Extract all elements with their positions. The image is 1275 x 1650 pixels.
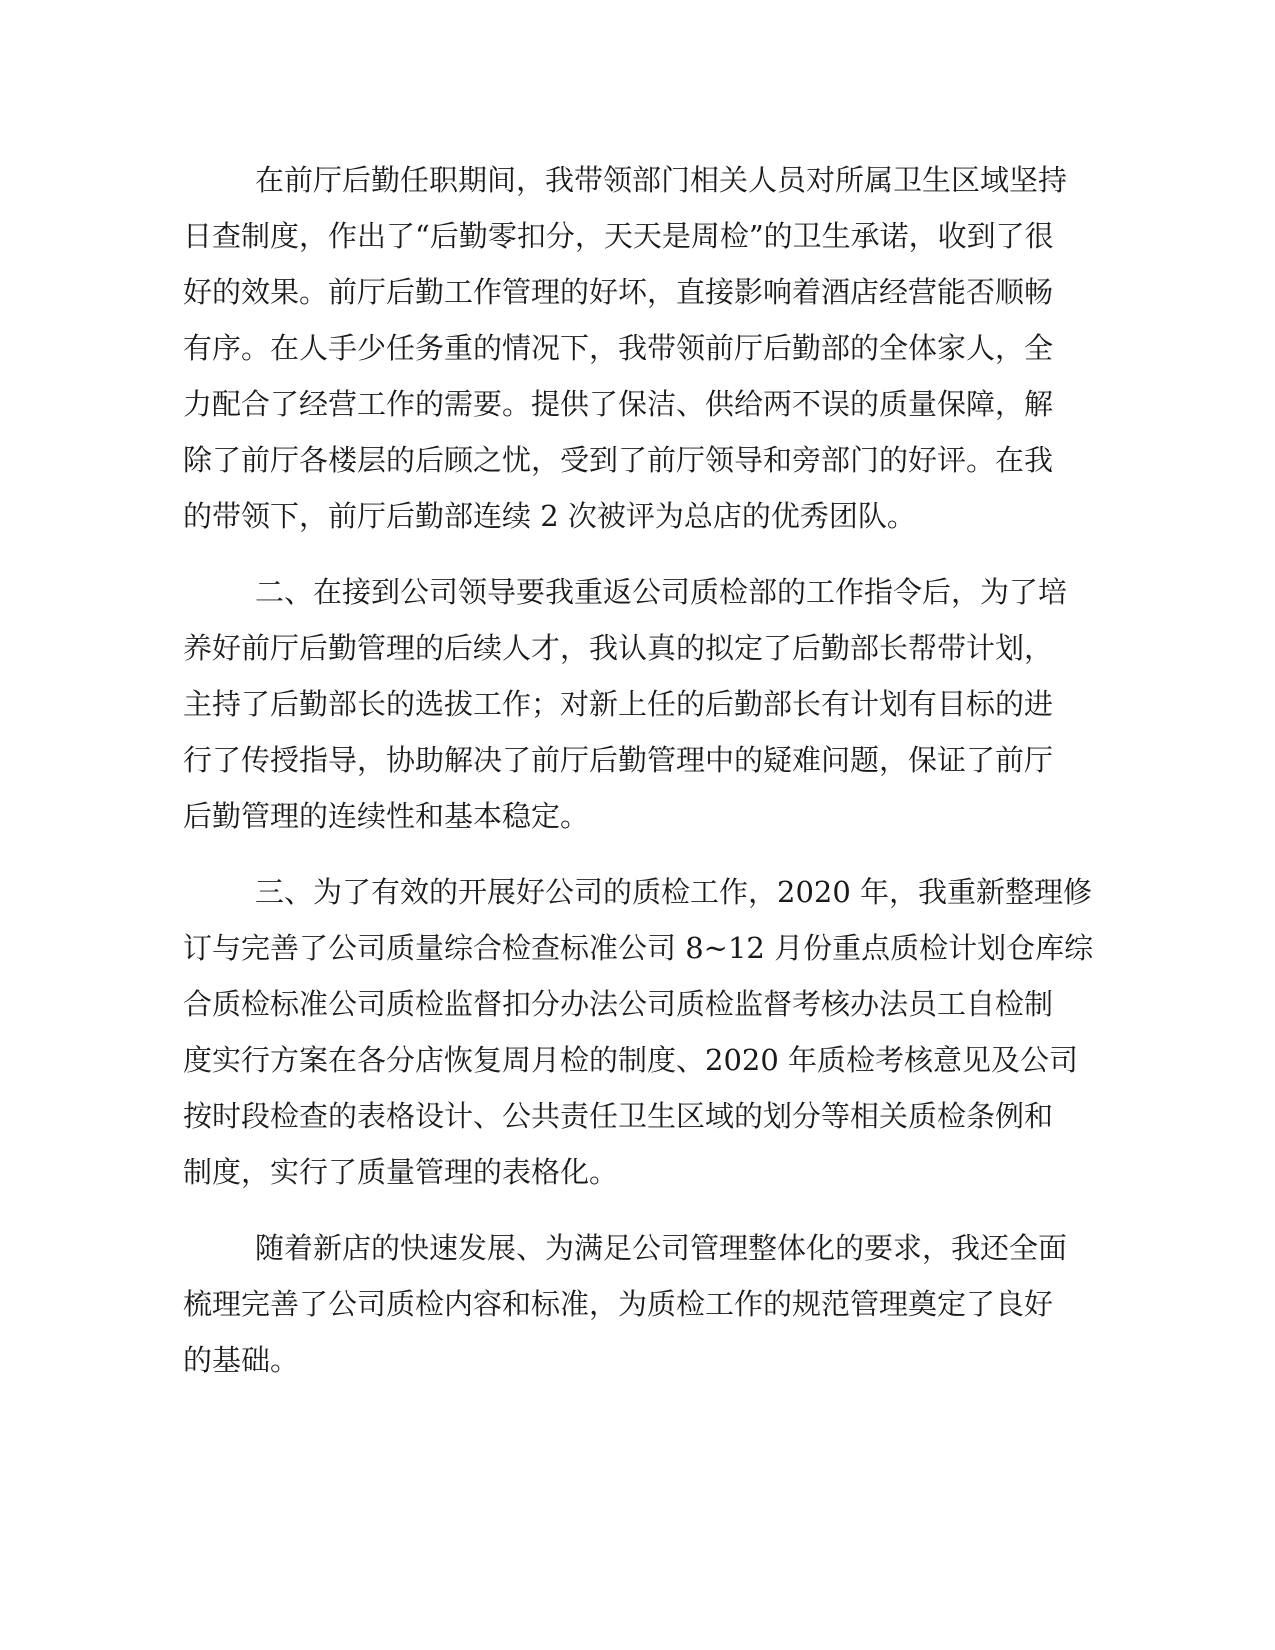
paragraph-4-line-3: 的基础。 <box>183 1343 300 1377</box>
paragraph-2-line-5: 后勤管理的连续性和基本稳定。 <box>183 799 590 833</box>
paragraph-3-line-1: 三、为了有效的开展好公司的质检工作，2020 年，我重新整理修 <box>255 875 1093 909</box>
paragraph-4-line-1: 随着新店的快速发展、为满足公司管理整体化的要求，我还全面 <box>255 1231 1068 1265</box>
paragraph-2-line-4: 行了传授指导，协助解决了前厅后勤管理中的疑难问题，保证了前厅 <box>183 743 1054 777</box>
paragraph-3-line-4: 度实行方案在各分店恢复周月检的制度、2020 年质检考核意见及公司 <box>183 1043 1079 1077</box>
paragraph-1-line-4: 有序。在人手少任务重的情况下，我带领前厅后勤部的全体家人，全 <box>183 331 1054 365</box>
paragraph-2-line-2: 养好前厅后勤管理的后续人才，我认真的拟定了后勤部长帮带计划， <box>183 631 1054 665</box>
paragraph-3-line-5: 按时段检查的表格设计、公共责任卫生区域的划分等相关质检条例和 <box>183 1099 1054 1133</box>
paragraph-4-line-2: 梳理完善了公司质检内容和标准，为质检工作的规范管理奠定了良好 <box>183 1287 1054 1321</box>
paragraph-1-line-5: 力配合了经营工作的需要。提供了保洁、供给两不误的质量保障，解 <box>183 387 1054 421</box>
paragraph-1-line-1: 在前厅后勤任职期间，我带领部门相关人员对所属卫生区域坚持 <box>255 163 1068 197</box>
paragraph-2-line-3: 主持了后勤部长的选拔工作；对新上任的后勤部长有计划有目标的进 <box>183 687 1054 721</box>
paragraph-1-line-2: 日查制度，作出了“后勤零扣分，天天是周检”的卫生承诺，收到了很 <box>183 219 1054 253</box>
paragraph-3-line-3: 合质检标准公司质检监督扣分办法公司质检监督考核办法员工自检制 <box>183 987 1054 1021</box>
paragraph-1-line-7: 的带领下，前厅后勤部连续 2 次被评为总店的优秀团队。 <box>183 499 916 533</box>
paragraph-3-line-2: 订与完善了公司质量综合检查标准公司 8~12 月份重点质检计划仓库综 <box>183 931 1094 965</box>
paragraph-1-line-6: 除了前厅各楼层的后顾之忧，受到了前厅领导和旁部门的好评。在我 <box>183 443 1054 477</box>
paragraph-3-line-6: 制度，实行了质量管理的表格化。 <box>183 1155 619 1189</box>
paragraph-2-line-1: 二、在接到公司领导要我重返公司质检部的工作指令后，为了培 <box>255 575 1068 609</box>
paragraph-1-line-3: 好的效果。前厅后勤工作管理的好坏，直接影响着酒店经营能否顺畅 <box>183 275 1054 309</box>
